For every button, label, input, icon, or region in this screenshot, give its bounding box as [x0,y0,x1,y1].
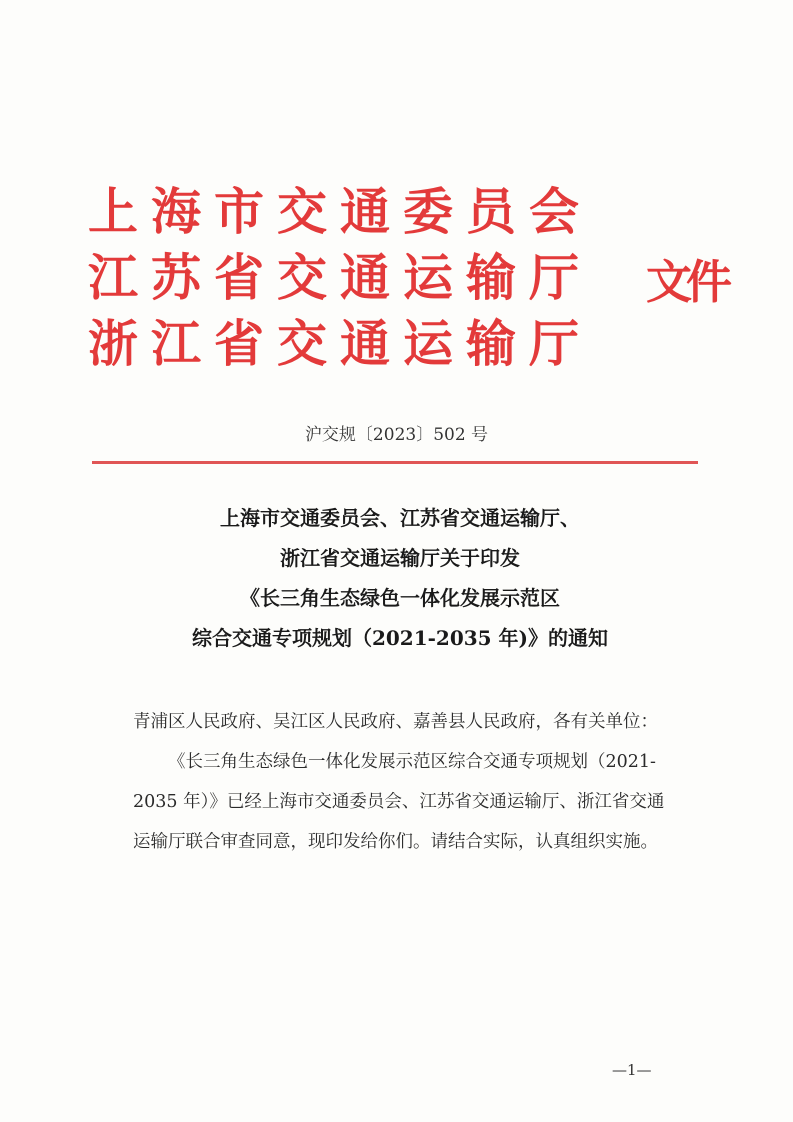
red-divider [92,461,698,464]
issuer-char: 海 [151,182,201,241]
page-number: —1— [612,1061,652,1079]
title-line: 综合交通专项规划（2021-2035 年)》的通知 [191,626,609,650]
issuer-char: 江 [88,248,138,307]
document-word: 文件 [646,255,726,309]
issuer-char: 交 [277,314,327,373]
issuer-char: 市 [214,182,264,241]
issuer-char: 会 [529,182,579,241]
addressee: 青浦区人民政府、吴江区人民政府、嘉善县人民政府，各有关单位： [133,712,658,732]
issuer-char: 输 [466,248,516,307]
title-line: 上海市交通委员会、江苏省交通运输厅、 [220,506,580,530]
title-line: 《长三角生态绿色一体化发展示范区 [240,586,560,610]
body-paragraph: 《长三角生态绿色一体化发展示范区综合交通专项规划（2021-2035 年）》已经上海市交通委员会、江苏省交通运输厅、浙江省交通运输厅联合审查同意，现印发给你们。请结合实际，认真组织实施。 [133,752,665,852]
issuer-char: 浙 [88,314,138,373]
document-body [133,702,673,862]
issuer-char: 上 [88,182,138,241]
issuer-char: 运 [403,314,453,373]
issuer-header [88,176,728,376]
document-number: 沪交规〔2023〕502 号 [304,425,489,445]
issuer-zhejiang [88,314,592,374]
issuer-char: 运 [403,248,453,307]
issuer-shanghai [88,182,592,242]
issuer-char: 通 [340,248,390,307]
issuer-char: 通 [340,182,390,241]
issuer-char: 通 [340,314,390,373]
issuer-char: 苏 [151,248,201,307]
issuer-char: 委 [403,182,453,241]
issuer-char: 省 [214,248,264,307]
issuer-char: 交 [277,248,327,307]
issuer-jiangsu [88,248,592,308]
issuer-char: 厅 [529,248,579,307]
issuer-char: 交 [277,182,327,241]
issuer-char: 厅 [529,314,579,373]
issuer-char: 江 [151,314,201,373]
document-title [90,498,710,658]
issuer-char: 输 [466,314,516,373]
title-line: 浙江省交通运输厅关于印发 [280,546,520,570]
issuer-char: 员 [466,182,516,241]
issuer-char: 省 [214,314,264,373]
